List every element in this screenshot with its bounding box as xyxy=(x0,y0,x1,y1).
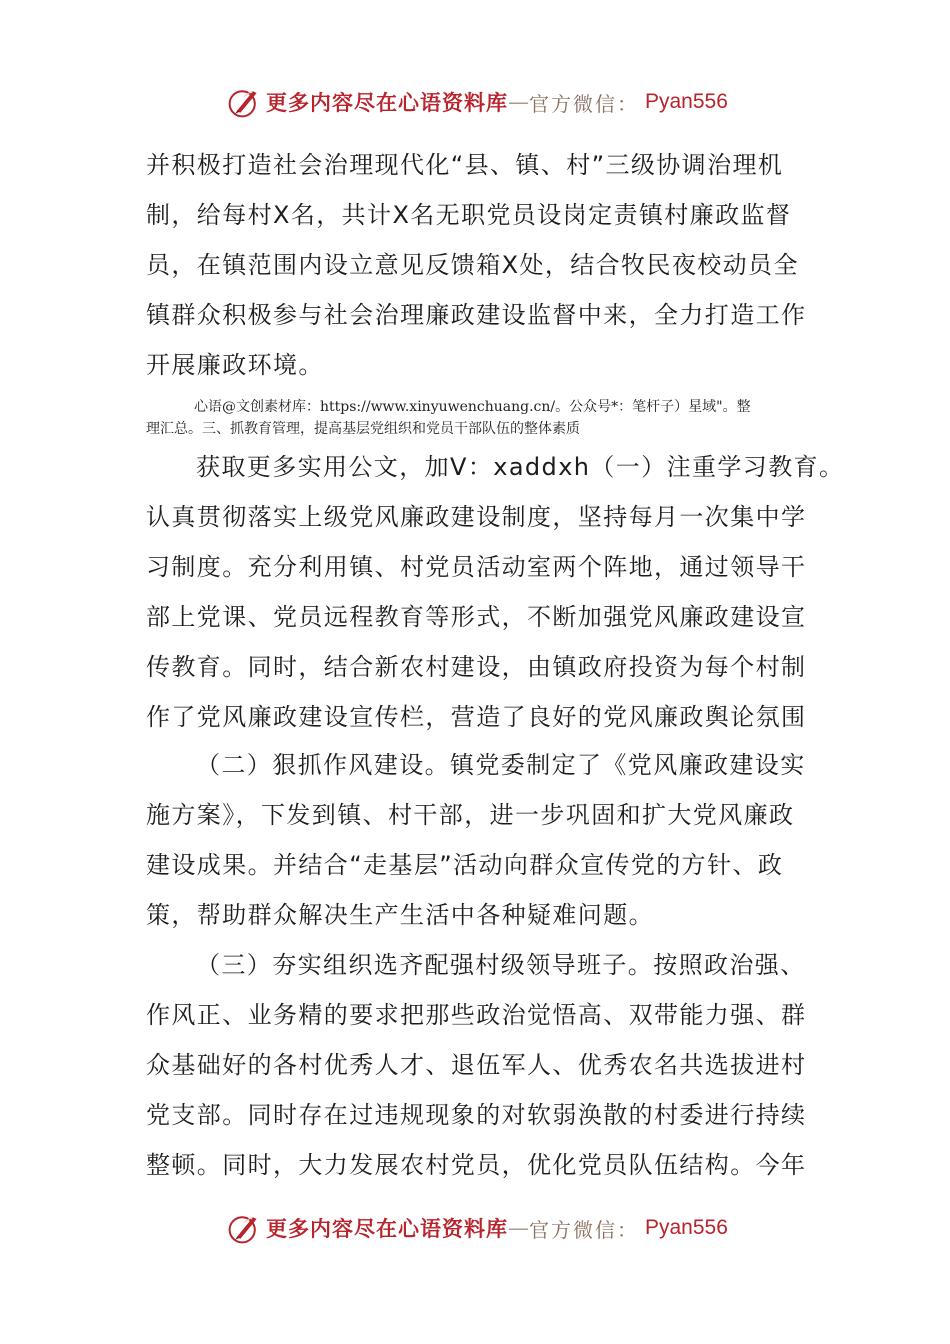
source-note-line-1: 心语@文创素材库：https://www.xinyuwenchuang.cn/。公众号*：笔杆子）星域"。整 xyxy=(194,399,751,415)
text-line: 开展廉政环境。 xyxy=(146,351,324,379)
source-note-line-2: 理汇总。三、抓教育管理，提高基层党组织和党员干部队伍的整体素质 xyxy=(146,421,580,437)
text-line: 策，帮助群众解决生产生活中各种疑难问题。 xyxy=(146,901,654,929)
text-line: 习制度。充分利用镇、村党员活动室两个阵地，通过领导干 xyxy=(146,553,807,581)
footer-banner xyxy=(226,1206,728,1250)
header-banner xyxy=(226,80,728,124)
section-two xyxy=(146,740,836,940)
banner-wechat-id: Pyan556 xyxy=(645,90,728,113)
text-line: 整顿。同时，大力发展农村党员，优化党员队伍结构。今年 xyxy=(146,1151,807,1179)
paragraph-intro xyxy=(146,140,836,390)
source-note xyxy=(146,396,826,440)
banner-wechat-label: 官方微信： xyxy=(529,91,639,116)
banner-title: 更多内容尽在心语资料库 xyxy=(266,90,508,115)
text-line: 众基础好的各村优秀人才、退伍军人、优秀农名共选拔进村 xyxy=(146,1051,807,1079)
text-line: 党支部。同时存在过违规现象的对软弱涣散的村委进行持续 xyxy=(146,1101,807,1129)
text-line: 部上党课、党员远程教育等形式，不断加强党风廉政建设宣 xyxy=(146,603,807,631)
banner-title: 更多内容尽在心语资料库 xyxy=(266,1216,508,1241)
text-line: 并积极打造社会治理现代化“县、镇、村”三级协调治理机 xyxy=(146,151,784,179)
banner-wechat-label: 官方微信： xyxy=(529,1217,639,1242)
banner-dash: — xyxy=(508,90,529,114)
text-line: 施方案》，下发到镇、村干部，进一步巩固和扩大党风廉政 xyxy=(146,801,795,829)
text-line: 制，给每村X名，共计X名无职党员设岗定责镇村廉政监督 xyxy=(146,201,792,229)
text-line: 作了党风廉政建设宣传栏，营造了良好的党风廉政舆论氛围 xyxy=(146,703,807,731)
text-line: 传教育。同时，结合新农村建设，由镇政府投资为每个村制 xyxy=(146,653,807,681)
text-line: 作风正、业务精的要求把那些政治觉悟高、双带能力强、群 xyxy=(146,1001,807,1029)
section-heading-line: （二）狠抓作风建设。镇党委制定了《党风廉政建设实 xyxy=(196,751,806,779)
section-three xyxy=(146,940,836,1190)
quill-pen-logo-icon xyxy=(226,1210,262,1246)
banner-wechat-id: Pyan556 xyxy=(645,1216,728,1239)
text-line: 员，在镇范围内设立意见反馈箱X处，结合牧民夜校动员全 xyxy=(146,251,799,279)
section-one xyxy=(146,442,845,742)
section-heading-line: 获取更多实用公文，加V：xaddxh（一）注重学习教育。 xyxy=(196,453,845,481)
section-heading-line: （三）夯实组织选齐配强村级领导班子。按照政治强、 xyxy=(196,951,806,979)
text-line: 镇群众积极参与社会治理廉政建设监督中来，全力打造工作 xyxy=(146,301,807,329)
text-line: 认真贯彻落实上级党风廉政建设制度，坚持每月一次集中学 xyxy=(146,503,807,531)
banner-dash: — xyxy=(508,1216,529,1240)
quill-pen-logo-icon xyxy=(226,84,262,120)
text-line: 建设成果。并结合“走基层”活动向群众宣传党的方针、政 xyxy=(146,851,784,879)
